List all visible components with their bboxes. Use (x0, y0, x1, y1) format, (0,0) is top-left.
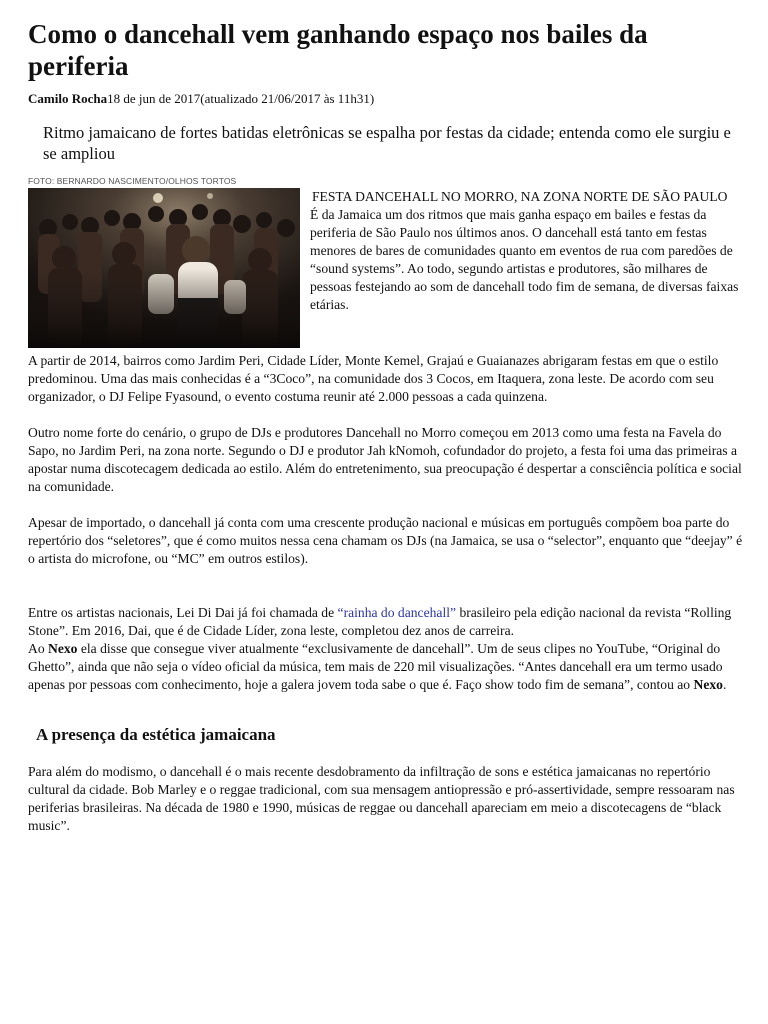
rainha-do-dancehall-link[interactable]: “rainha do dancehall” (337, 605, 457, 620)
paragraph-6 (28, 640, 744, 694)
byline (28, 91, 744, 107)
paragraph-5-text-a: Entre os artistas nacionais, Lei Di Dai já foi chamada de (28, 605, 338, 620)
paragraph-4: Apesar de importado, o dancehall já conta com uma crescente produção nacional e músicas em português compõem boa parte do repertório dos “seletores”, que é como muitos nessa cena chamam os DJs (na Jamaica, se usa o “selector”, enquanto que “deejay” é o artista do microfone, ou “MC” em outros estilos). (28, 515, 743, 566)
section-heading: A presença da estética jamaicana (36, 725, 276, 744)
nexo-brand: Nexo (693, 677, 723, 692)
caption-column (310, 188, 742, 314)
publish-date: 18 de jun de 2017 (107, 91, 201, 106)
article-headline: Como o dancehall vem ganhando espaço nos bailes da periferia (28, 19, 648, 81)
paragraph-2: A partir de 2014, bairros como Jardim Peri, Cidade Líder, Monte Kemel, Grajaú e Guaianazes abrigaram festas em que o estilo predominou. Uma das mais conhecidas é a “3Coco”, na comunidade dos 3 Cocos, em Itaquera, zona leste. De acordo com seu organizador, o DJ Felipe Fyasound, o evento costuma reunir até 2.000 pessoas a cada quinzena. (28, 353, 719, 404)
updated-date: (atualizado 21/06/2017 às 11h31) (200, 91, 375, 106)
figure (28, 188, 744, 348)
paragraph-5-text-b: brasileiro pela edição nacional da revista “Rolling Stone”. Em 2016, Dai, que é de Cidade Líder, zona leste, completou dez anos de carreira. (28, 605, 732, 638)
photo-caption: FESTA DANCEHALL NO MORRO, NA ZONA NORTE DE SÃO PAULO (312, 189, 728, 204)
author-name[interactable]: Camilo Rocha (28, 91, 108, 106)
paragraph-6-text-c: . (722, 677, 727, 692)
paragraph-5 (28, 604, 744, 640)
paragraph-6-text-a: Ao (28, 641, 49, 656)
paragraph-7: Para além do modismo, o dancehall é o mais recente desdobramento da infiltração de sons e estética jamaicanas no repertório cultural da cidade. Bob Marley e o reggae tradicional, com sua mensagem antiopressão e pró-assertividade, sempre ressoaram nas periferias brasileiras. Na década de 1980 e 1990, músicas de reggae ou dancehall apareciam em meio a discotecagens de “black music”. (28, 764, 735, 833)
party-crowd-photo[interactable] (28, 188, 300, 348)
nexo-brand: Nexo (48, 641, 78, 656)
photo-credit: FOTO: BERNARDO NASCIMENTO/OLHOS TORTOS (28, 176, 237, 186)
paragraph-1: É da Jamaica um dos ritmos que mais ganha espaço em bailes e festas da periferia de São Paulo nos últimos anos. O dancehall está tanto em festas menores de bares de comunidades quanto em eventos de rua com paredões de “sound systems”. Ao todo, segundo artistas e produtores, são milhares de pessoas festejando ao som de dancehall todo fim de semana, de diversas faixas etárias. (310, 207, 739, 312)
paragraph-6-text-b: ela disse que consegue viver atualmente “exclusivamente de dancehall”. Um de seus clipes no YouTube, “Original do Ghetto”, ainda que não seja o vídeo oficial da música, tem mais de 220 mil visualizações. “Antes dancehall era um termo usado apenas por pessoas com conhecimento, hoje a galera jovem toda sabe o que é. Faço show todo fim de semana”, contou ao (28, 641, 723, 692)
article-lead: Ritmo jamaicano de fortes batidas eletrônicas se espalha por festas da cidade; entenda como ele surgiu e se ampliou (43, 123, 731, 163)
paragraph-3: Outro nome forte do cenário, o grupo de DJs e produtores Dancehall no Morro começou em 2013 como uma festa na Favela do Sapo, no Jardim Peri, na zona norte. Segundo o DJ e produtor Jah kNomoh, cofundador do projeto, a festa foi uma das primeiras a apostar numa discotecagem dedicada ao estilo. Além do entretenimento, sua preocupação é despertar a consciência política e social na comunidade. (28, 425, 742, 494)
article (28, 18, 744, 835)
crowd-photo-image (28, 188, 300, 348)
